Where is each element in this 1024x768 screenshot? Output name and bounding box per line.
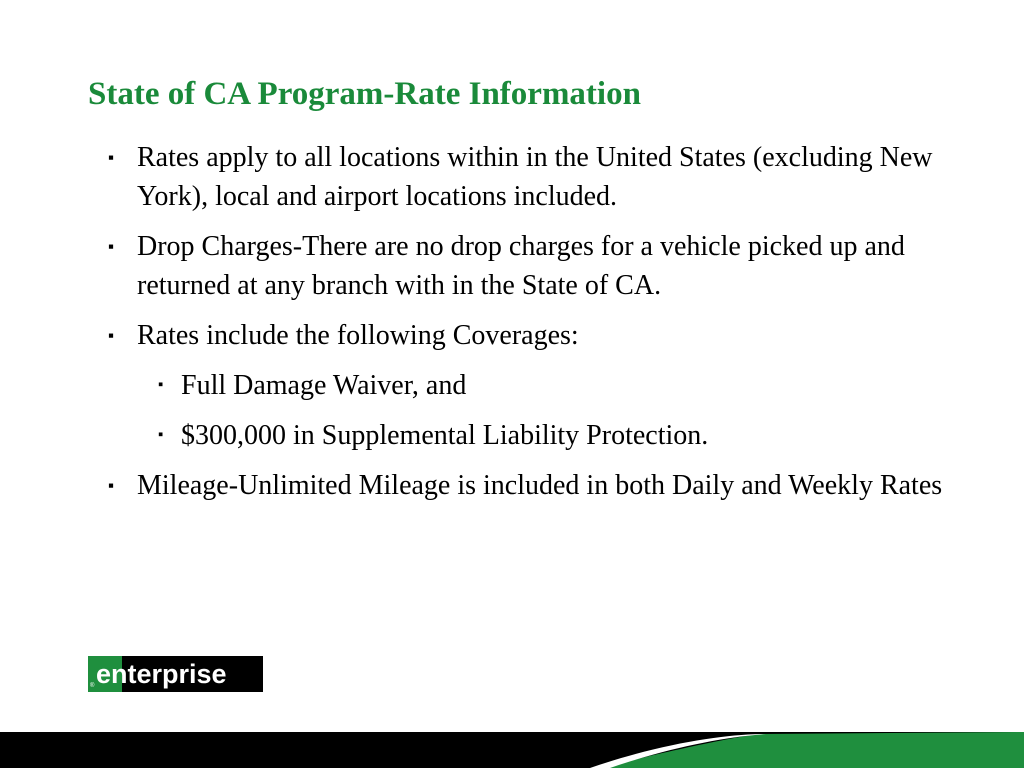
sub-bullet-item [108, 366, 988, 405]
sub-bullet-text: $300,000 in Supplemental Liability Protection. [181, 420, 709, 451]
bullet-text: Rates include the following Coverages: [137, 320, 579, 351]
bullet-text: Rates apply to all locations within in the United States (excluding New York), local and airport locations included. [137, 142, 933, 212]
bullet-text: Drop Charges-There are no drop charges for a vehicle picked up and returned at any branch with in the State of CA. [137, 231, 905, 301]
bullet-item [108, 138, 988, 216]
bullet-text: Mileage-Unlimited Mileage is included in both Daily and Weekly Rates [137, 470, 943, 501]
bullet-marker: ▪ [108, 148, 115, 167]
bullet-marker: ▪ [108, 326, 115, 345]
bullet-item [108, 316, 988, 355]
bullet-marker: ▪ [108, 476, 115, 495]
bullet-item [108, 466, 988, 505]
registered-mark: ® [90, 683, 95, 689]
sub-bullet-marker: ▪ [158, 377, 164, 393]
enterprise-logo [88, 656, 263, 692]
sub-bullet-marker: ▪ [158, 427, 164, 443]
footer-bar [0, 732, 1024, 768]
slide-title: State of CA Program-Rate Information [88, 76, 641, 112]
sub-bullet-text: Full Damage Waiver, and [181, 370, 467, 401]
bullet-list [108, 138, 988, 516]
bullet-marker: ▪ [108, 237, 115, 256]
bullet-item [108, 227, 988, 305]
sub-bullet-item [108, 416, 988, 455]
logo-wordmark: enterprise [96, 659, 227, 689]
